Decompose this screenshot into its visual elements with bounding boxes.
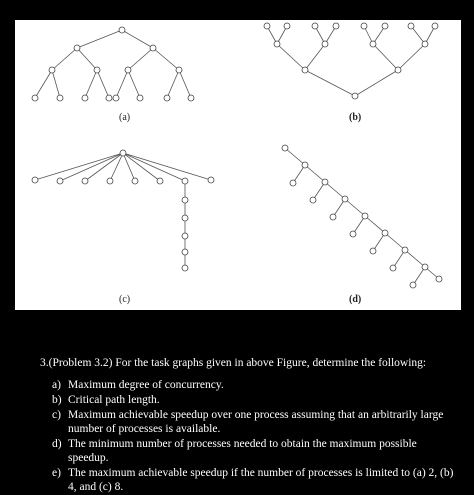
task-node [402, 247, 408, 253]
task-node [125, 67, 131, 73]
task-node [182, 233, 188, 239]
task-node [82, 95, 88, 101]
task-node [302, 67, 308, 73]
item-marker: e) [52, 467, 61, 479]
task-node [302, 162, 308, 168]
task-node [113, 95, 119, 101]
task-node [390, 265, 396, 271]
task-node [132, 178, 138, 184]
task-node [182, 215, 188, 221]
edge [77, 30, 122, 48]
task-node [57, 178, 63, 184]
item-text: The maximum achievable speedup if the number of processes is limited to (a) 2, (b) 4, and (c) 8. [68, 467, 454, 493]
task-node [322, 41, 328, 47]
task-node [176, 67, 182, 73]
task-node [74, 45, 80, 51]
task-node [361, 23, 367, 29]
edge [123, 153, 211, 180]
edge [355, 70, 398, 96]
task-graph-figure [15, 20, 461, 310]
task-node [264, 23, 270, 29]
task-node [282, 145, 288, 151]
task-node [182, 265, 188, 271]
caption-b: (b) [349, 112, 362, 123]
problem-item [52, 408, 460, 436]
task-node [312, 23, 318, 29]
edge [167, 70, 179, 98]
task-node [333, 23, 339, 29]
task-node [120, 150, 126, 156]
item-marker: b) [52, 394, 62, 406]
task-node [150, 45, 156, 51]
task-node [137, 95, 143, 101]
caption-c: (c) [119, 294, 131, 305]
task-node [106, 95, 112, 101]
task-node [342, 196, 348, 202]
edge [116, 70, 128, 98]
caption-d: (d) [349, 294, 362, 305]
item-text: The minimum number of processes needed to obtain the maximum possible speedup. [68, 438, 417, 464]
problem-item [52, 378, 460, 392]
caption-a: (a) [119, 112, 131, 123]
edge [77, 48, 97, 70]
task-node [182, 249, 188, 255]
problem-title: 3.(Problem 3.2) For the task graphs given in above Figure, determine the following: [40, 357, 427, 369]
task-node [290, 180, 296, 186]
edge [305, 70, 355, 96]
edge [60, 153, 123, 181]
task-node [330, 214, 336, 220]
item-text: Maximum achievable speedup over one process assuming that an arbitrarily large number of processes is available. [68, 409, 444, 435]
task-node [382, 23, 388, 29]
edge [325, 182, 345, 199]
item-marker: c) [52, 409, 61, 421]
problem-item [52, 393, 460, 407]
edge [405, 250, 425, 267]
edge [35, 153, 123, 180]
task-node [310, 197, 316, 203]
task-node [410, 282, 416, 288]
edge [122, 30, 153, 48]
task-node [182, 178, 188, 184]
problem-items [40, 378, 460, 494]
task-node [119, 27, 125, 33]
edge [85, 70, 97, 98]
edge [97, 70, 109, 98]
problem-statement [40, 356, 460, 495]
item-marker: a) [52, 379, 61, 391]
edge [110, 153, 123, 181]
task-node [370, 41, 376, 47]
edge [52, 70, 60, 98]
task-node [436, 276, 442, 282]
edge [35, 70, 52, 98]
edge [285, 148, 305, 165]
task-node [322, 179, 328, 185]
task-node [49, 67, 55, 73]
task-node [395, 67, 401, 73]
edge [277, 44, 305, 70]
edge [128, 48, 153, 70]
task-node [350, 231, 356, 237]
item-marker: d) [52, 438, 62, 450]
edge [411, 26, 425, 44]
task-node [370, 248, 376, 254]
edge [365, 216, 385, 233]
edge [305, 165, 325, 182]
task-node [284, 23, 290, 29]
edge [373, 44, 398, 70]
task-node [164, 95, 170, 101]
problem-item [52, 466, 460, 494]
problem-item [52, 437, 460, 465]
task-node [157, 178, 163, 184]
edge [128, 70, 140, 98]
edge [179, 70, 191, 98]
edge [153, 48, 179, 70]
task-node [422, 264, 428, 270]
task-node [408, 23, 414, 29]
task-node [94, 67, 100, 73]
task-node [182, 197, 188, 203]
task-node [82, 178, 88, 184]
task-node [208, 177, 214, 183]
edge [345, 199, 365, 216]
task-node [188, 95, 194, 101]
task-graphs-svg [15, 20, 461, 310]
task-node [32, 95, 38, 101]
item-text: Maximum degree of concurrency. [68, 379, 224, 391]
item-text: Critical path length. [68, 394, 160, 406]
task-node [382, 230, 388, 236]
task-node [352, 93, 358, 99]
edge [305, 44, 325, 70]
task-node [362, 213, 368, 219]
task-node [32, 177, 38, 183]
task-node [432, 23, 438, 29]
task-node [57, 95, 63, 101]
edge [385, 233, 405, 250]
task-node [422, 41, 428, 47]
edge [398, 44, 425, 70]
edge [52, 48, 77, 70]
task-node [274, 41, 280, 47]
task-node [107, 178, 113, 184]
